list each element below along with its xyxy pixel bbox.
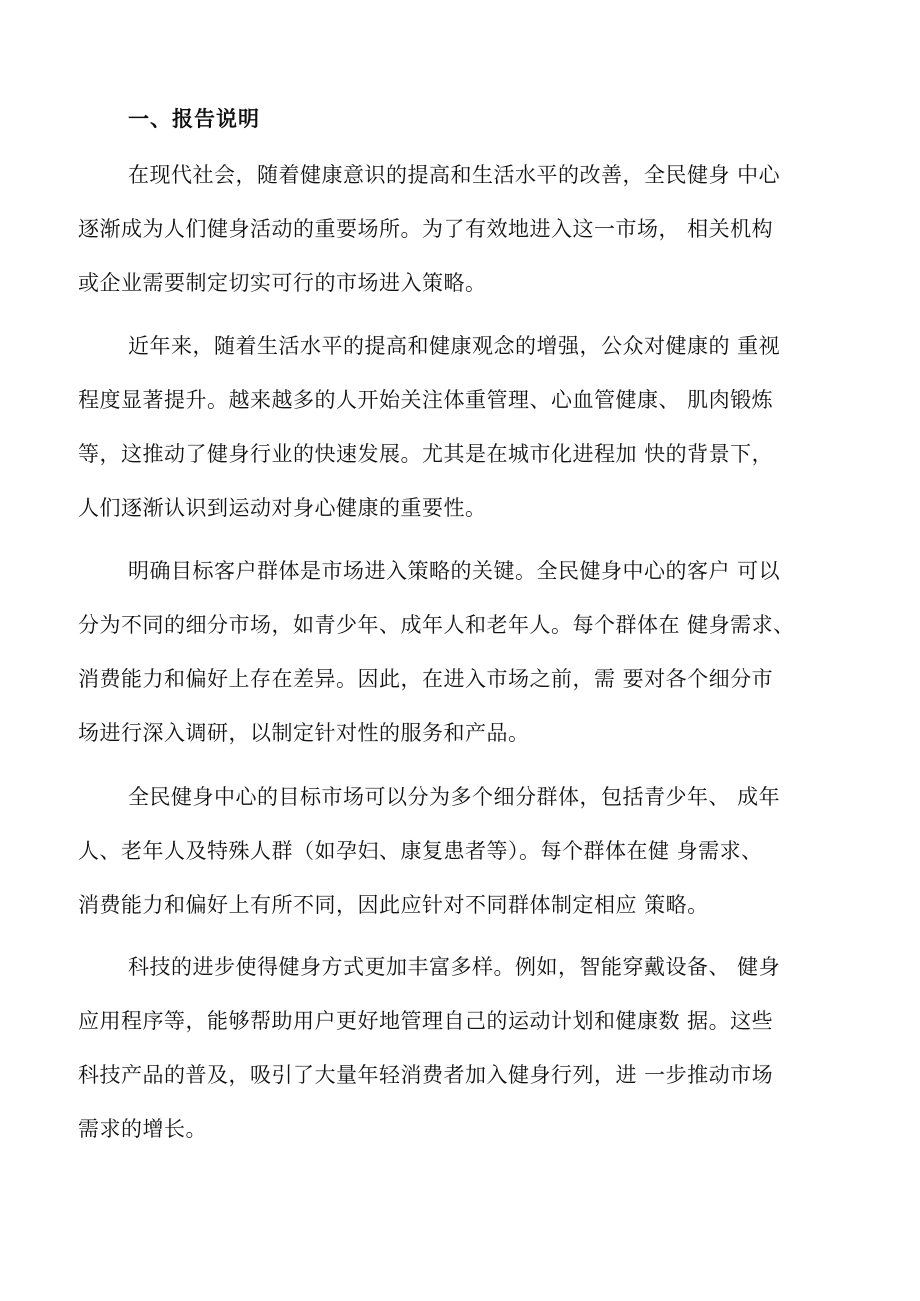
paragraph-line: 全民健身中心的目标市场可以分为多个细分群体，包括青少年、 成年 [128, 785, 781, 809]
paragraph-2 [78, 331, 858, 547]
paragraph-line: 消费能力和偏好上存在差异。因此，在进入市场之前，需 要对各个细分市 [78, 667, 774, 691]
paragraph-line: 近年来，随着生活水平的提高和健康观念的增强，公众对健康的 重视 [128, 334, 781, 358]
paragraph-line: 科技产品的普及，吸引了大量年轻消费者加入健身行列，进 一步推动市场 [78, 1063, 774, 1087]
paragraph-line: 科技的进步使得健身方式更加丰富多样。例如，智能穿戴设备、 健身 [128, 955, 781, 979]
paragraph-line: 在现代社会，随着健康意识的提高和生活水平的改善，全民健身 中心 [128, 163, 781, 187]
paragraph-line: 应用程序等，能够帮助用户更好地管理自己的运动计划和健康数 据。这些 [78, 1009, 774, 1033]
paragraph-line: 或企业需要制定切实可行的市场进入策略。 [78, 271, 487, 295]
paragraph-4 [78, 782, 858, 944]
paragraph-line: 人、老年人及特殊人群（如孕妇、康复患者等）。每个群体在健 身需求、 [78, 839, 763, 863]
paragraph-line: 场进行深入调研，以制定针对性的服务和产品。 [78, 721, 530, 745]
paragraph-5 [78, 952, 858, 1168]
paragraph-line: 等，这推动了健身行业的快速发展。尤其是在城市化进程加 快的背景下， [78, 442, 774, 466]
paragraph-line: 逐渐成为人们健身活动的重要场所。为了有效地进入这一市场， 相关机构 [78, 217, 774, 241]
paragraph-3 [78, 556, 858, 772]
paragraph-line: 明确目标客户群体是市场进入策略的关键。全民健身中心的客户 可以 [128, 559, 781, 583]
paragraph-line: 人们逐渐认识到运动对身心健康的重要性。 [78, 496, 487, 520]
paragraph-line: 程度显著提升。越来越多的人开始关注体重管理、心血管健康、 肌肉锻炼 [78, 388, 774, 412]
paragraph-line: 需求的增长。 [78, 1117, 207, 1141]
paragraph-line: 消费能力和偏好上有所不同，因此应针对不同群体制定相应 策略。 [78, 893, 709, 917]
paragraph-1 [78, 160, 858, 322]
paragraph-line: 分为不同的细分市场，如青少年、成年人和老年人。每个群体在 健身需求、 [78, 613, 795, 637]
section-heading: 一、报告说明 [128, 106, 260, 131]
